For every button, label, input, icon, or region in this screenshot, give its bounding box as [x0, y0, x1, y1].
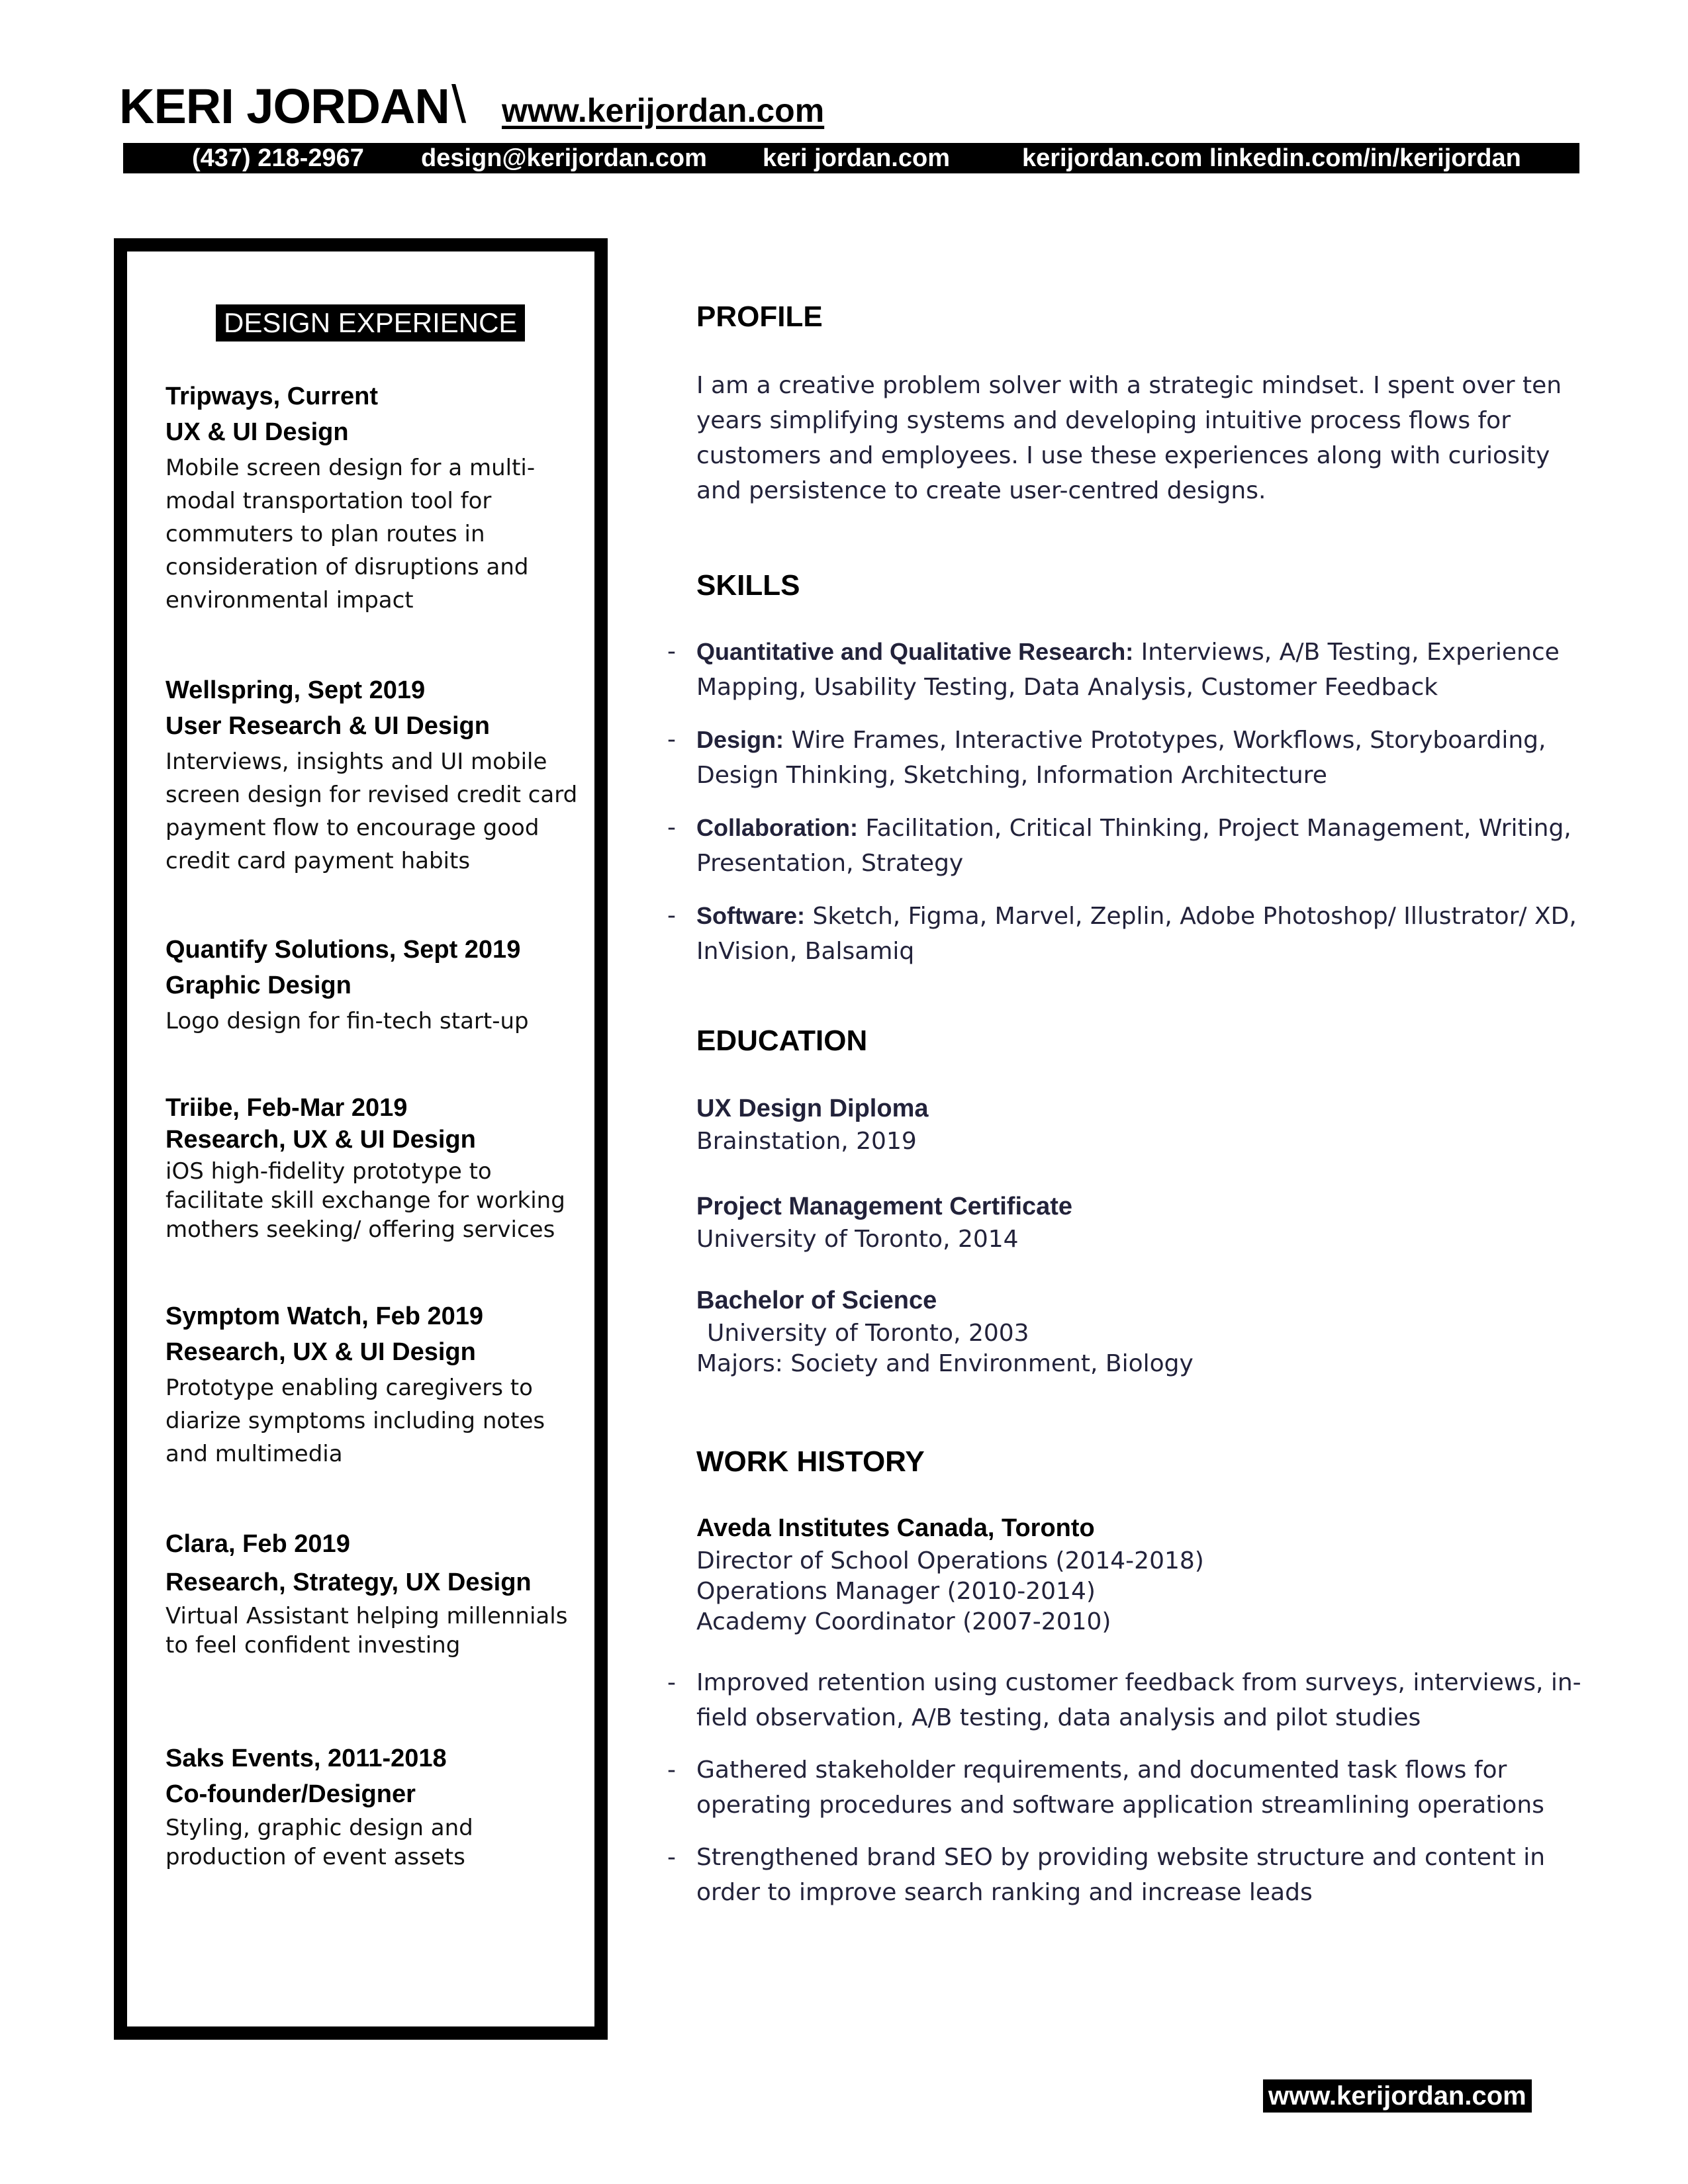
experience-desc: Virtual Assistant helping millennials to feel confident investing	[165, 1603, 568, 1659]
education-title: Bachelor of Science	[696, 1287, 937, 1314]
site-link[interactable]: keri jordan.com	[763, 144, 950, 172]
experience-org: Symptom Watch, Feb 2019	[165, 1302, 484, 1330]
experience-role: Research, Strategy, UX Design	[165, 1569, 532, 1596]
experience-role: Research, UX & UI Design	[165, 1338, 476, 1366]
experience-desc: Styling, graphic design and production of event assets	[165, 1815, 473, 1870]
footer-website-link[interactable]: www.kerijordan.com	[1263, 2079, 1532, 2113]
education-item	[696, 1189, 1577, 1255]
experience-item	[165, 672, 589, 878]
skill-item	[667, 898, 1587, 969]
skill-label: Collaboration:	[696, 814, 858, 841]
experience-item	[165, 1741, 589, 1872]
experience-item	[165, 1298, 589, 1471]
skills-heading: SKILLS	[696, 569, 800, 602]
skill-item	[667, 810, 1587, 881]
experience-org: Saks Events, 2011-2018	[165, 1745, 447, 1772]
work-history-employer-block	[696, 1510, 1577, 1637]
experience-role: Co-founder/Designer	[165, 1780, 416, 1808]
experience-org: Clara, Feb 2019	[165, 1530, 350, 1558]
position-line: Operations Manager (2010-2014)	[696, 1578, 1096, 1605]
experience-role: Research, UX & UI Design	[165, 1126, 476, 1154]
skill-label: Quantitative and Qualitative Research:	[696, 638, 1134, 665]
linkedin-link[interactable]: kerijordan.com linkedin.com/in/kerijordan	[1022, 144, 1521, 172]
design-experience-heading: DESIGN EXPERIENCE	[216, 304, 525, 341]
education-detail: University of Toronto, 2003	[707, 1320, 1029, 1347]
employer-name: Aveda Institutes Canada, Toronto	[696, 1514, 1095, 1542]
experience-desc: Logo design for fin-tech start-up	[165, 1008, 529, 1034]
work-history-list	[667, 1665, 1587, 1910]
education-title: Project Management Certificate	[696, 1193, 1073, 1220]
experience-org: Triibe, Feb-Mar 2019	[165, 1094, 408, 1122]
position-line: Director of School Operations (2014-2018)	[696, 1547, 1204, 1574]
profile-text: I am a creative problem solver with a strategic mindset. I spent over ten years simplifying systems and developing intuitive process flows for customers and employees. I use these experiences along with curiosity and persistence to create user-centred designs.	[696, 372, 1562, 504]
education-item	[696, 1091, 1577, 1157]
education-heading: EDUCATION	[696, 1024, 868, 1057]
experience-item	[165, 932, 589, 1038]
experience-desc: iOS high-fidelity prototype to facilitate skill exchange for working mothers seeking/ offering services	[165, 1158, 565, 1243]
experience-org: Tripways, Current	[165, 383, 378, 410]
work-history-heading: WORK HISTORY	[696, 1445, 925, 1478]
experience-item	[165, 1524, 589, 1660]
education-detail: University of Toronto, 2014	[696, 1226, 1019, 1253]
experience-desc: Interviews, insights and UI mobile screen design for revised credit card payment flow to encourage good credit card payment habits	[165, 749, 578, 874]
header-separator: \	[451, 75, 467, 134]
work-bullet: - Strengthened brand SEO by providing website structure and content in order to improve search ranking and increase leads	[667, 1840, 1587, 1910]
skill-text: Facilitation, Critical Thinking, Project Management, Writing, Presentation, Strategy	[696, 815, 1571, 877]
work-bullet: - Gathered stakeholder requirements, and documented task flows for operating procedures and software application streamlining operations	[667, 1752, 1587, 1823]
skill-item	[667, 722, 1587, 793]
education-title: UX Design Diploma	[696, 1095, 929, 1122]
phone-number[interactable]: (437) 218-2967	[192, 144, 364, 172]
header-website-link[interactable]: www.kerijordan.com	[502, 92, 825, 129]
experience-role: Graphic Design	[165, 972, 352, 999]
name-heading: KERI JORDAN	[119, 79, 449, 134]
education-item	[696, 1283, 1577, 1379]
education-detail: Brainstation, 2019	[696, 1128, 917, 1155]
skill-text: Sketch, Figma, Marvel, Zeplin, Adobe Photoshop/ Illustrator/ XD, InVision, Balsamiq	[696, 903, 1577, 965]
contact-bar	[123, 143, 1579, 173]
skill-label: Design:	[696, 726, 784, 753]
skills-list	[667, 634, 1587, 969]
experience-desc: Mobile screen design for a multi-modal transportation tool for commuters to plan routes in consideration of disruptions and environmental impact	[165, 455, 536, 614]
skill-item	[667, 634, 1587, 705]
experience-desc: Prototype enabling caregivers to diarize symptoms including notes and multimedia	[165, 1375, 545, 1467]
experience-role: User Research & UI Design	[165, 712, 490, 740]
experience-org: Wellspring, Sept 2019	[165, 676, 426, 704]
experience-item	[165, 1092, 589, 1244]
profile-heading: PROFILE	[696, 300, 823, 333]
skill-text: Wire Frames, Interactive Prototypes, Workflows, Storyboarding, Design Thinking, Sketching, Information Architecture	[696, 727, 1546, 789]
position-line: Academy Coordinator (2007-2010)	[696, 1608, 1111, 1635]
experience-item	[165, 379, 589, 617]
email-link[interactable]: design@kerijordan.com	[421, 144, 707, 172]
education-detail: Majors: Society and Environment, Biology	[696, 1350, 1194, 1377]
skill-label: Software:	[696, 902, 806, 929]
skill-text: Interviews, A/B Testing, Experience Mapping, Usability Testing, Data Analysis, Customer Feedback	[696, 639, 1560, 701]
experience-role: UX & UI Design	[165, 418, 349, 446]
experience-org: Quantify Solutions, Sept 2019	[165, 936, 521, 964]
work-bullet: - Improved retention using customer feedback from surveys, interviews, in-field observation, A/B testing, data analysis and pilot studies	[667, 1665, 1587, 1735]
